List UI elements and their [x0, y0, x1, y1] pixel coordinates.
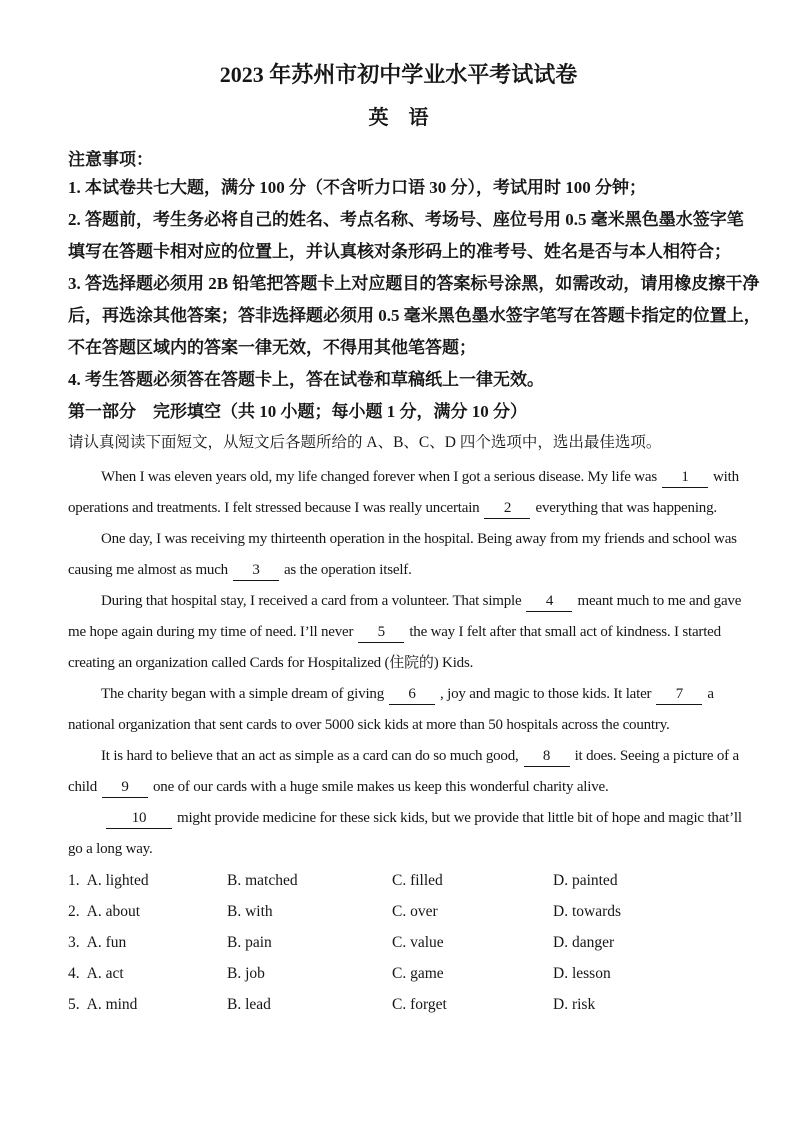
cloze-blank-5: 5 — [358, 623, 404, 643]
options-list — [68, 865, 729, 1020]
passage-text: one of our cards with a huge smile makes us keep this wonderful charity alive. — [153, 779, 609, 795]
passage-line — [68, 741, 739, 772]
notice-line-2: 2. 答题前，考生务必将自己的姓名、考点名称、考场号、座位号用 0.5 毫米黑色墨水签字笔 — [68, 210, 744, 229]
option-b: B. pain — [227, 934, 272, 951]
option-a: A. lighted — [86, 872, 149, 889]
passage-text: During that hospital stay, I received a card from a volunteer. That simple — [101, 593, 522, 609]
cloze-blank-3: 3 — [233, 561, 279, 581]
option-c: C. filled — [392, 872, 443, 889]
passage-text: The charity began with a simple dream of giving — [101, 686, 385, 702]
cloze-blank-10: 10 — [106, 809, 172, 829]
option-a: A. mind — [86, 996, 138, 1013]
passage-text: operations and treatments. I felt stressed because I was really uncertain — [68, 500, 480, 516]
notice-line-2-cont: 填写在答题卡相对应的位置上，并认真核对条形码上的准考号、姓名是否与本人相符合； — [68, 242, 731, 261]
notice-line-3-cont2: 不在答题区域内的答案一律无效，不得用其他笔答题； — [68, 338, 476, 357]
passage-line — [68, 493, 729, 524]
passage-line — [68, 524, 737, 555]
option-c: C. forget — [392, 996, 447, 1013]
passage-text: creating an organization called Cards for Hospitalized (住院的) Kids. — [68, 655, 474, 671]
passage-text: meant much to me and gave — [577, 593, 742, 609]
passage-line — [68, 679, 729, 710]
option-a: A. fun — [86, 934, 127, 951]
passage-text: everything that was happening. — [535, 500, 717, 516]
passage-text: with — [713, 469, 739, 485]
option-cell-a — [68, 989, 227, 1020]
question-row-2 — [68, 896, 729, 927]
notice-section — [68, 172, 761, 396]
cloze-passage — [68, 462, 742, 865]
notice-heading: 注意事项： — [68, 150, 153, 169]
question-row-3 — [68, 927, 729, 958]
cloze-blank-1: 1 — [662, 468, 708, 488]
subject-title: 英 语 — [368, 107, 429, 129]
passage-line — [68, 803, 742, 834]
option-b: B. with — [227, 903, 273, 920]
passage-line — [68, 462, 739, 493]
passage-text: go a long way. — [68, 841, 153, 857]
passage-line — [68, 586, 742, 617]
option-d: D. towards — [553, 903, 622, 920]
question-row-5 — [68, 989, 729, 1020]
option-cell-a — [68, 958, 227, 989]
passage-line — [68, 617, 729, 648]
passage-line — [68, 555, 729, 586]
passage-line — [68, 834, 729, 865]
passage-text: , joy and magic to those kids. It later — [440, 686, 652, 702]
question-number: 4. — [68, 965, 80, 982]
option-b: B. job — [227, 965, 265, 982]
option-c: C. value — [392, 934, 444, 951]
passage-text: national organization that sent cards to over 5000 sick kids at more than 50 hospitals across the country. — [68, 717, 670, 733]
passage-text: the way I felt after that small act of kindness. I started — [409, 624, 721, 640]
option-cell-a — [68, 865, 227, 896]
passage-text: a — [707, 686, 714, 702]
notice-line-1: 1. 本试卷共七大题，满分 100 分（不含听力口语 30 分），考试用时 100 分钟； — [68, 178, 646, 197]
cloze-blank-8: 8 — [524, 747, 570, 767]
passage-text: as the operation itself. — [283, 562, 412, 578]
option-a: A. act — [86, 965, 124, 982]
option-a: A. about — [86, 903, 141, 920]
notice-line-3: 3. 答选择题必须用 2B 铅笔把答题卡上对应题目的答案标号涂黑，如需改动，请用橡皮擦干净 — [68, 274, 760, 293]
option-b: B. lead — [227, 996, 271, 1013]
question-row-1 — [68, 865, 729, 896]
section-heading: 第一部分 完形填空（共 10 小题；每小题 1 分，满分 10 分） — [68, 402, 527, 421]
passage-line — [68, 710, 729, 741]
cloze-blank-6: 6 — [389, 685, 435, 705]
passage-text: It is hard to believe that an act as simple as a card can do so much good, — [101, 748, 519, 764]
passage-text: When I was eleven years old, my life changed forever when I got a serious disease. My life was — [101, 469, 657, 485]
question-number: 3. — [68, 934, 80, 951]
passage-text: might provide medicine for these sick kids, but we provide that little bit of hope and magic that’ll — [177, 810, 742, 826]
notice-line-4: 4. 考生答题必须答在答题卡上，答在试卷和草稿纸上一律无效。 — [68, 370, 544, 389]
passage-line — [68, 772, 729, 803]
question-number: 5. — [68, 996, 80, 1013]
passage-text: One day, I was receiving my thirteenth operation in the hospital. Being away from my friends and school was — [101, 531, 737, 547]
passage-line — [68, 648, 729, 679]
cloze-blank-7: 7 — [656, 685, 702, 705]
passage-intro: 请认真阅读下面短文，从短文后各题所给的 A、B、C、D 四个选项中，选出最佳选项。 — [68, 434, 662, 451]
option-c: C. over — [392, 903, 438, 920]
question-number: 2. — [68, 903, 80, 920]
cloze-blank-4: 4 — [526, 592, 572, 612]
option-d: D. painted — [553, 872, 618, 889]
passage-text: it does. Seeing a picture of a — [574, 748, 739, 764]
option-cell-a — [68, 927, 227, 958]
option-d: D. danger — [553, 934, 615, 951]
question-row-4 — [68, 958, 729, 989]
option-cell-a — [68, 896, 227, 927]
passage-text: child — [68, 779, 97, 795]
passage-text: me hope again during my time of need. I’ll never — [68, 624, 354, 640]
option-b: B. matched — [227, 872, 298, 889]
cloze-blank-9: 9 — [102, 778, 148, 798]
cloze-blank-2: 2 — [484, 499, 530, 519]
question-number: 1. — [68, 872, 80, 889]
option-c: C. game — [392, 965, 444, 982]
option-d: D. lesson — [553, 965, 611, 982]
option-d: D. risk — [553, 996, 596, 1013]
notice-line-3-cont: 后，再选涂其他答案；答非选择题必须用 0.5 毫米黑色墨水签字笔写在答题卡指定的位置上， — [68, 306, 761, 325]
passage-text: causing me almost as much — [68, 562, 228, 578]
page-title: 2023 年苏州市初中学业水平考试试卷 — [219, 62, 578, 87]
